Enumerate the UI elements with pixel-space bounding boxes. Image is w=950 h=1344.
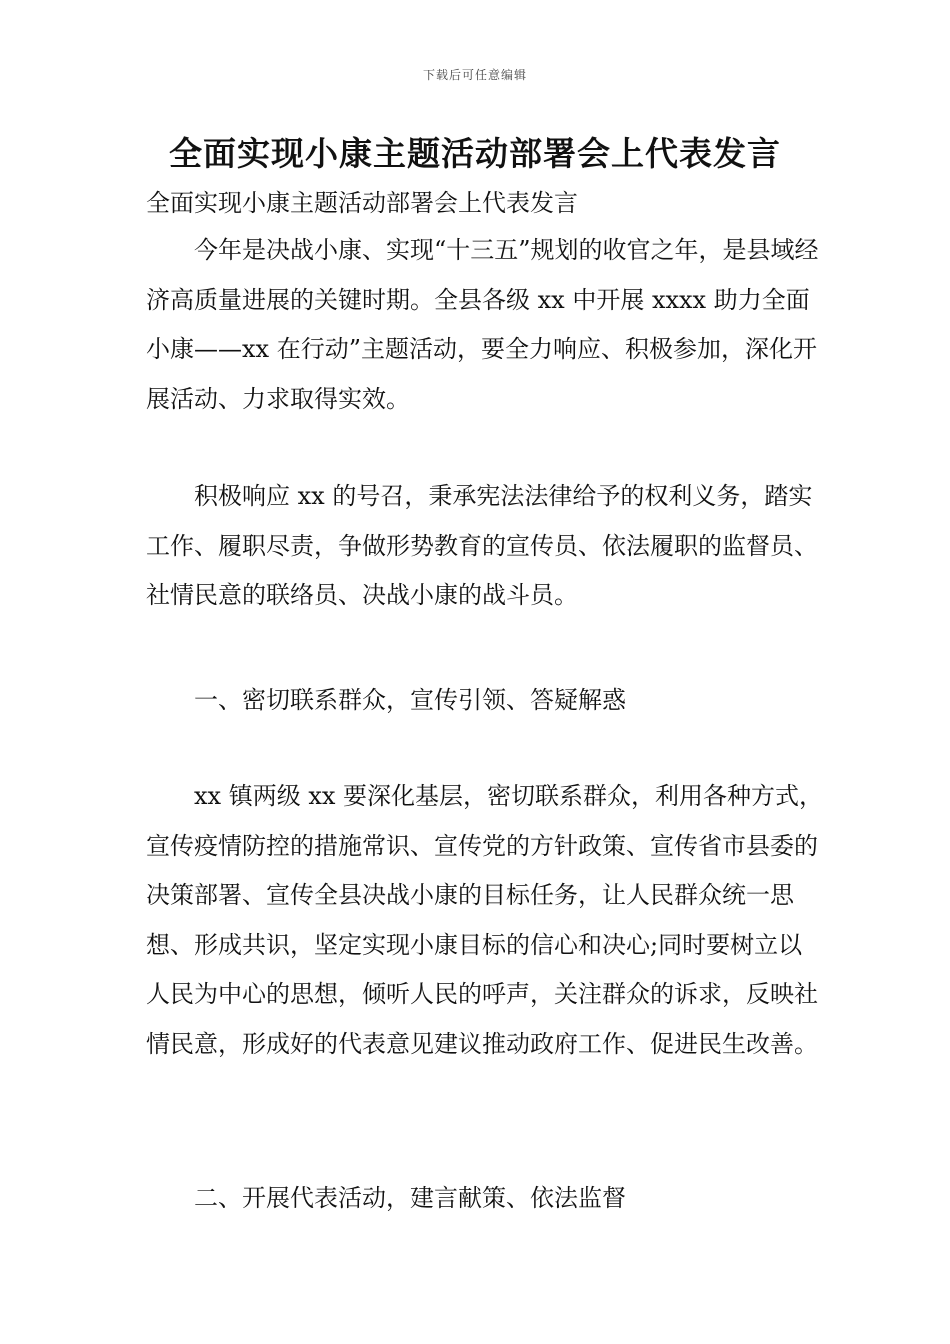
paragraph-response: 积极响应 xx 的号召，秉承宪法法律给予的权利义务，踏实工作、履职尽责，争做形势教育的宣传员、依法履职的监督员、社情民意的联络员、决战小康的战斗员。 — [146, 482, 818, 609]
paragraph-section-1: xx 镇两级 xx 要深化基层，密切联系群众，利用各种方式，宣传疫情防控的措施常识、宣传党的方针政策、宣传省市县委的决策部署、宣传全县决战小康的目标任务，让人民群众统一思想、形成共识，坚定实现小康目标的信心和决心;同时要树立以人民为中心的思想，倾听人民的呼声，关注群众的诉求，反映社情民意，形成好的代表意见建议推动政府工作、促进民生改善。 — [146, 782, 824, 1058]
header-note: 下载后可任意编辑 — [422, 68, 527, 82]
section-heading-1: 一、密切联系群众，宣传引领、答疑解惑 — [194, 686, 626, 714]
paragraph-intro: 今年是决战小康、实现“十三五”规划的收官之年，是县域经济高质量进展的关键时期。全县各级 xx 中开展 xxxx 助力全面小康——xx 在行动”主题活动，要全力响应、积极参加，深化开展活动、力求取得实效。 — [146, 236, 819, 413]
document-title: 全面实现小康主题活动部署会上代表发言 — [169, 134, 781, 173]
document-subtitle: 全面实现小康主题活动部署会上代表发言 — [146, 189, 578, 217]
section-heading-2: 二、开展代表活动，建言献策、依法监督 — [194, 1184, 626, 1212]
